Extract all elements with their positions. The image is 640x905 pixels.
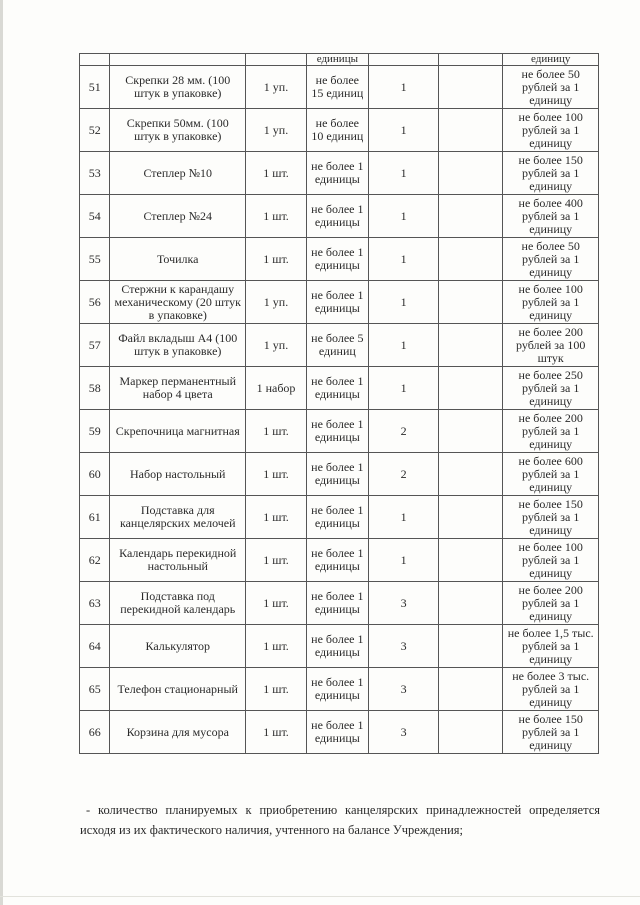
cell-period: не более 1 единицы <box>306 367 368 410</box>
cell-num: 53 <box>80 152 110 195</box>
cell-unit: 1 шт. <box>246 152 307 195</box>
cell-price: не более 100 рублей за 1 единицу <box>503 281 599 324</box>
cell-name: Телефон стационарный <box>110 668 246 711</box>
cell-blank <box>439 281 503 324</box>
table-row <box>80 410 599 453</box>
table-row <box>80 496 599 539</box>
cell-name <box>110 54 246 66</box>
table-row <box>80 711 599 754</box>
cell-name: Календарь перекидной настольный <box>110 539 246 582</box>
cell-qty: 3 <box>368 668 439 711</box>
cell-blank <box>439 711 503 754</box>
cell-price: не более 400 рублей за 1 единицу <box>503 195 599 238</box>
cell-price: не более 200 рублей за 100 штук <box>503 324 599 367</box>
table-row <box>80 195 599 238</box>
cell-unit: 1 набор <box>246 367 307 410</box>
cell-price: не более 200 рублей за 1 единицу <box>503 582 599 625</box>
cell-unit: 1 шт. <box>246 582 307 625</box>
cell-num: 66 <box>80 711 110 754</box>
cell-blank <box>439 54 503 66</box>
table-row <box>80 238 599 281</box>
cell-blank <box>439 410 503 453</box>
cell-qty: 1 <box>368 539 439 582</box>
cell-num: 65 <box>80 668 110 711</box>
cell-qty: 1 <box>368 281 439 324</box>
cell-price: не более 100 рублей за 1 единицу <box>503 539 599 582</box>
cell-blank <box>439 367 503 410</box>
cell-num: 57 <box>80 324 110 367</box>
cell-period: не более 1 единицы <box>306 152 368 195</box>
footnote-text: - количество планируемых к приобретению канцелярских принадлежностей определяется исходя из их фактического наличия, учтенного на балансе Учреждения; <box>80 803 600 837</box>
office-supplies-table <box>79 53 599 754</box>
cell-qty: 3 <box>368 625 439 668</box>
cell-price: не более 150 рублей за 1 единицу <box>503 152 599 195</box>
cell-name: Набор настольный <box>110 453 246 496</box>
cell-num: 58 <box>80 367 110 410</box>
cell-price: не более 200 рублей за 1 единицу <box>503 410 599 453</box>
cell-price: не более 100 рублей за 1 единицу <box>503 109 599 152</box>
cell-blank <box>439 66 503 109</box>
cell-unit: 1 шт. <box>246 496 307 539</box>
cell-blank <box>439 582 503 625</box>
cell-blank <box>439 539 503 582</box>
cell-num: 60 <box>80 453 110 496</box>
cell-qty: 3 <box>368 582 439 625</box>
table-row <box>80 453 599 496</box>
cell-qty: 3 <box>368 711 439 754</box>
table-row <box>80 539 599 582</box>
cell-unit <box>246 54 307 66</box>
cell-price: не более 1,5 тыс. рублей за 1 единицу <box>503 625 599 668</box>
cell-period: не более 10 единиц <box>306 109 368 152</box>
cell-unit: 1 уп. <box>246 66 307 109</box>
cell-period: единицы <box>306 54 368 66</box>
cell-blank <box>439 109 503 152</box>
cell-blank <box>439 195 503 238</box>
cell-num: 59 <box>80 410 110 453</box>
cell-period: не более 1 единицы <box>306 625 368 668</box>
cell-price: не более 50 рублей за 1 единицу <box>503 238 599 281</box>
cell-period: не более 1 единицы <box>306 410 368 453</box>
cell-period: не более 1 единицы <box>306 238 368 281</box>
cell-name: Файл вкладыш А4 (100 штук в упаковке) <box>110 324 246 367</box>
cell-qty: 1 <box>368 152 439 195</box>
cell-qty: 1 <box>368 109 439 152</box>
cell-price: не более 150 рублей за 1 единицу <box>503 711 599 754</box>
cell-price: не более 250 рублей за 1 единицу <box>503 367 599 410</box>
cell-qty <box>368 54 439 66</box>
table-row <box>80 66 599 109</box>
cell-name: Скрепки 50мм. (100 штук в упаковке) <box>110 109 246 152</box>
cell-qty: 1 <box>368 496 439 539</box>
table-row <box>80 109 599 152</box>
cell-unit: 1 уп. <box>246 109 307 152</box>
cell-blank <box>439 453 503 496</box>
cell-unit: 1 уп. <box>246 324 307 367</box>
cell-price: единицу <box>503 54 599 66</box>
cell-unit: 1 шт. <box>246 711 307 754</box>
cell-qty: 1 <box>368 66 439 109</box>
cell-unit: 1 уп. <box>246 281 307 324</box>
cell-name: Калькулятор <box>110 625 246 668</box>
cell-num: 62 <box>80 539 110 582</box>
cell-period: не более 1 единицы <box>306 453 368 496</box>
cell-name: Подставка для канцелярских мелочей <box>110 496 246 539</box>
cell-qty: 1 <box>368 324 439 367</box>
cell-name: Скрепки 28 мм. (100 штук в упаковке) <box>110 66 246 109</box>
cell-blank <box>439 625 503 668</box>
table-row <box>80 152 599 195</box>
cell-period: не более 1 единицы <box>306 668 368 711</box>
cell-period: не более 1 единицы <box>306 281 368 324</box>
cell-price: не более 150 рублей за 1 единицу <box>503 496 599 539</box>
cell-period: не более 1 единицы <box>306 711 368 754</box>
cell-period: не более 1 единицы <box>306 496 368 539</box>
cell-num: 63 <box>80 582 110 625</box>
cell-period: не более 5 единиц <box>306 324 368 367</box>
cell-num <box>80 54 110 66</box>
cell-unit: 1 шт. <box>246 625 307 668</box>
cell-name: Степлер №24 <box>110 195 246 238</box>
cell-num: 51 <box>80 66 110 109</box>
cell-name: Скрепочница магнитная <box>110 410 246 453</box>
table-row <box>80 668 599 711</box>
cell-name: Корзина для мусора <box>110 711 246 754</box>
page-edge-left <box>0 0 3 905</box>
cell-unit: 1 шт. <box>246 238 307 281</box>
cell-price: не более 50 рублей за 1 единицу <box>503 66 599 109</box>
page-edge-bottom <box>0 896 640 897</box>
cell-price: не более 3 тыс. рублей за 1 единицу <box>503 668 599 711</box>
cell-period: не более 1 единицы <box>306 539 368 582</box>
cell-blank <box>439 668 503 711</box>
cell-period: не более 1 единицы <box>306 195 368 238</box>
table-row <box>80 367 599 410</box>
cell-unit: 1 шт. <box>246 195 307 238</box>
cell-num: 54 <box>80 195 110 238</box>
cell-name: Стержни к карандашу механическому (20 штук в упаковке) <box>110 281 246 324</box>
cell-period: не более 1 единицы <box>306 582 368 625</box>
cell-unit: 1 шт. <box>246 453 307 496</box>
cell-qty: 1 <box>368 195 439 238</box>
cell-price: не более 600 рублей за 1 единицу <box>503 453 599 496</box>
cell-qty: 1 <box>368 367 439 410</box>
table-row <box>80 281 599 324</box>
cell-qty: 2 <box>368 410 439 453</box>
cell-name: Подставка под перекидной календарь <box>110 582 246 625</box>
cell-name: Точилка <box>110 238 246 281</box>
cell-name: Степлер №10 <box>110 152 246 195</box>
cell-period: не более 15 единиц <box>306 66 368 109</box>
continued-row <box>80 54 599 66</box>
table-row <box>80 324 599 367</box>
cell-name: Маркер перманентный набор 4 цвета <box>110 367 246 410</box>
cell-num: 55 <box>80 238 110 281</box>
cell-blank <box>439 324 503 367</box>
table-row <box>80 582 599 625</box>
cell-qty: 2 <box>368 453 439 496</box>
cell-blank <box>439 238 503 281</box>
cell-qty: 1 <box>368 238 439 281</box>
cell-num: 64 <box>80 625 110 668</box>
cell-unit: 1 шт. <box>246 410 307 453</box>
cell-num: 61 <box>80 496 110 539</box>
table-row <box>80 625 599 668</box>
cell-blank <box>439 152 503 195</box>
cell-num: 52 <box>80 109 110 152</box>
cell-num: 56 <box>80 281 110 324</box>
cell-unit: 1 шт. <box>246 668 307 711</box>
cell-unit: 1 шт. <box>246 539 307 582</box>
cell-blank <box>439 496 503 539</box>
